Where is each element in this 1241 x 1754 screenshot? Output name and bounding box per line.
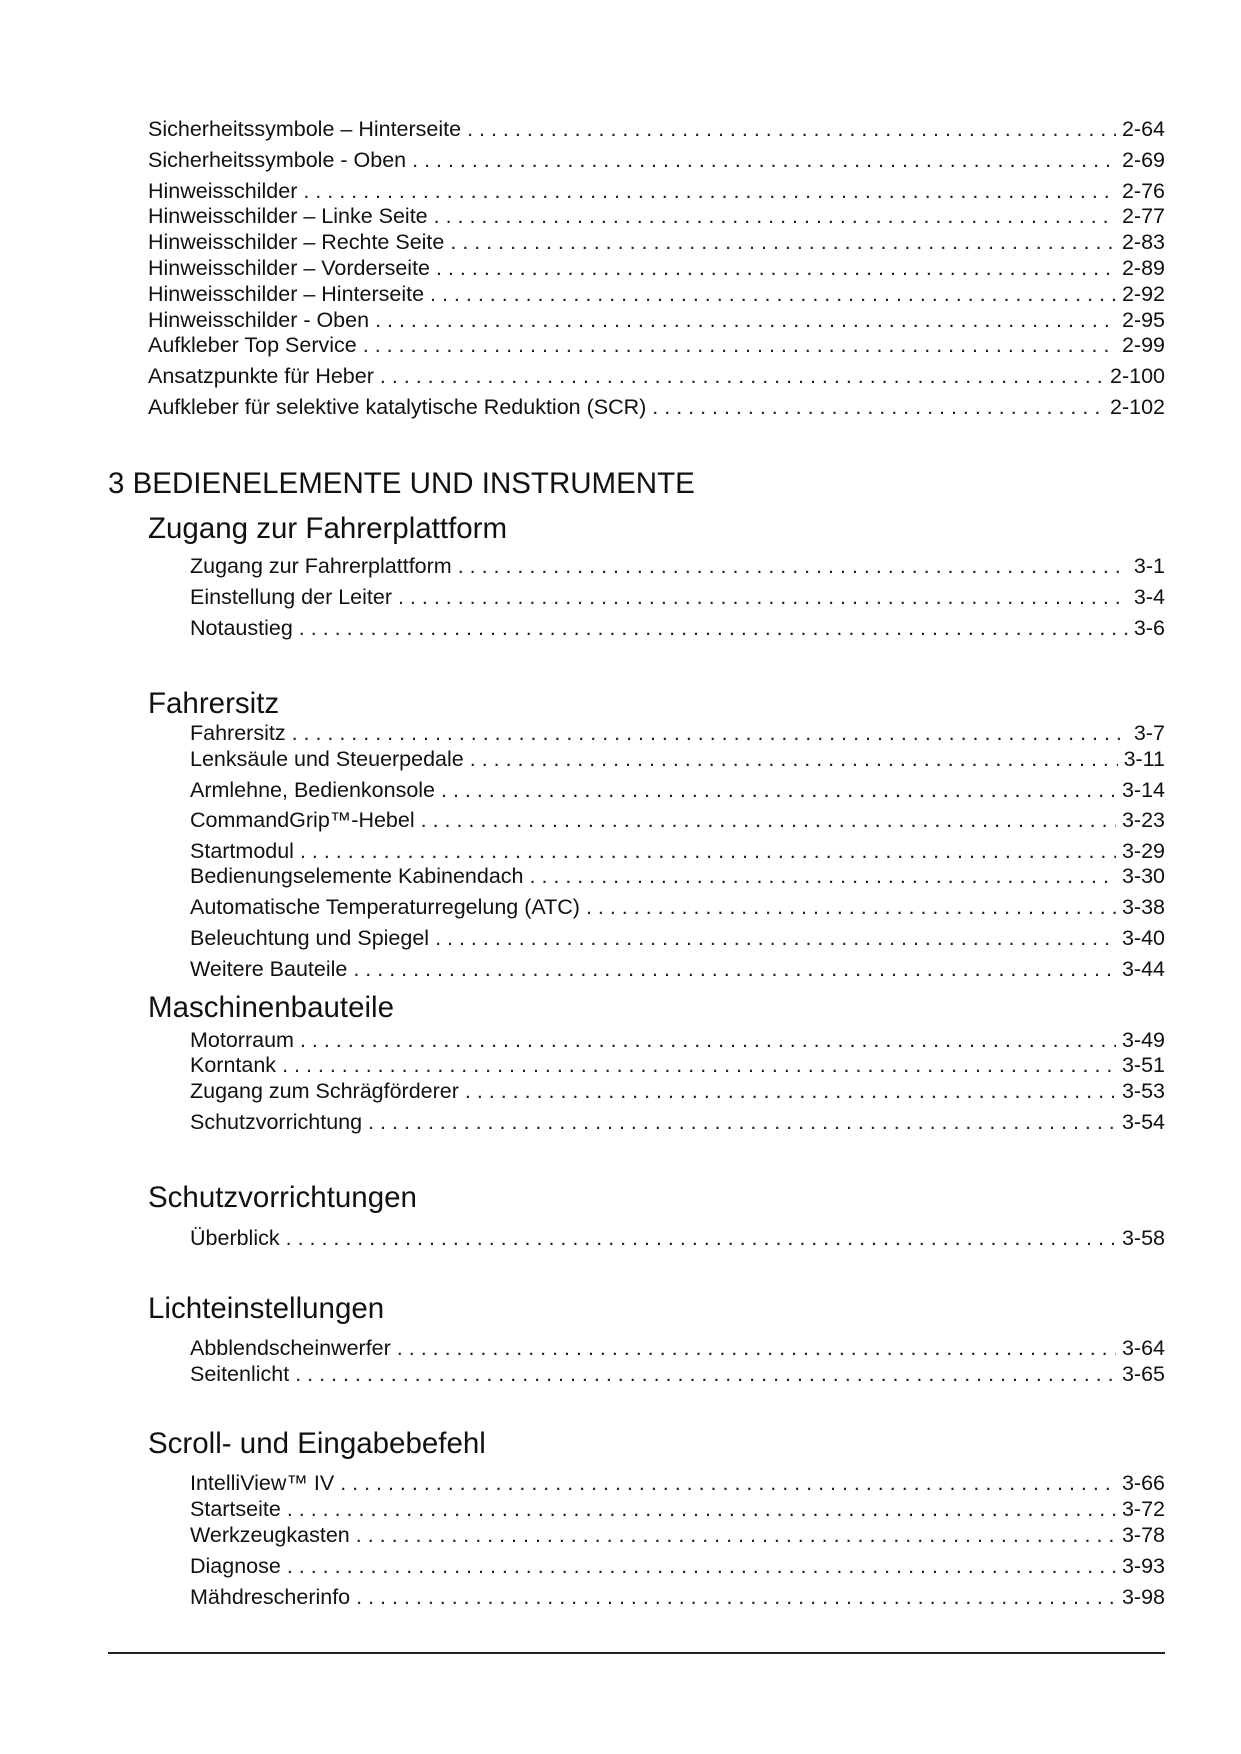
leader-dots xyxy=(430,281,1116,307)
leader-dots xyxy=(652,394,1104,420)
leader-dots xyxy=(467,116,1116,142)
toc-entry-page: 3-14 xyxy=(1121,778,1165,802)
leader-dots xyxy=(287,1496,1116,1522)
toc-entry-page: 2-77 xyxy=(1121,204,1165,228)
toc-entry-title: Hinweisschilder – Linke Seite xyxy=(148,204,428,228)
toc-entry-page: 2-99 xyxy=(1121,333,1165,357)
toc-entry-title: Sicherheitssymbole – Hinterseite xyxy=(148,117,462,141)
toc-entry[interactable] xyxy=(190,584,1165,610)
toc-entry[interactable] xyxy=(190,1584,1165,1610)
toc-entry[interactable] xyxy=(190,615,1165,641)
toc-entry-page: 2-64 xyxy=(1121,117,1165,141)
section-heading[interactable]: Lichteinstellungen xyxy=(148,1292,385,1325)
toc-entry[interactable] xyxy=(148,203,1165,229)
toc-entry[interactable] xyxy=(190,1027,1165,1053)
toc-entry[interactable] xyxy=(148,332,1165,358)
toc-entry-page: 3-78 xyxy=(1121,1523,1165,1547)
toc-entry-title: Notaustieg xyxy=(190,616,293,640)
toc-entry-page: 3-51 xyxy=(1121,1053,1165,1077)
toc-entry-page: 2-95 xyxy=(1121,308,1165,332)
toc-entry-page: 3-4 xyxy=(1133,585,1165,609)
toc-entry[interactable] xyxy=(190,956,1165,982)
toc-entry-title: Beleuchtung und Spiegel xyxy=(190,926,430,950)
leader-dots xyxy=(530,863,1116,889)
leader-dots xyxy=(287,1553,1116,1579)
toc-entry-page: 2-102 xyxy=(1110,395,1165,419)
toc-entry-title: Startmodul xyxy=(190,839,294,863)
toc-entry[interactable] xyxy=(190,1052,1165,1078)
leader-dots xyxy=(300,838,1116,864)
toc-entry-title: Lenksäule und Steuerpedale xyxy=(190,747,464,771)
toc-entry-page: 3-54 xyxy=(1121,1110,1165,1134)
toc-entry[interactable] xyxy=(190,807,1165,833)
leader-dots xyxy=(299,615,1128,641)
toc-entry-title: Ansatzpunkte für Heber xyxy=(148,364,374,388)
toc-entry-page: 3-66 xyxy=(1121,1471,1165,1495)
toc-entry-page: 3-49 xyxy=(1121,1028,1165,1052)
toc-entry-page: 2-69 xyxy=(1121,148,1165,172)
toc-entry-page: 3-29 xyxy=(1121,839,1165,863)
leader-dots xyxy=(353,956,1116,982)
toc-entry-page: 2-100 xyxy=(1110,364,1165,388)
toc-entry-title: Zugang zum Schrägförderer xyxy=(190,1079,459,1103)
toc-entry-page: 3-40 xyxy=(1121,926,1165,950)
section-heading[interactable]: Zugang zur Fahrerplattform xyxy=(148,512,508,545)
leader-dots xyxy=(286,1225,1116,1251)
toc-entry-title: Aufkleber Top Service xyxy=(148,333,357,357)
toc-entry[interactable] xyxy=(148,116,1165,142)
leader-dots xyxy=(363,332,1116,358)
toc-entry-title: IntelliView™ IV xyxy=(190,1471,335,1495)
toc-entry[interactable] xyxy=(148,307,1165,333)
toc-entry[interactable] xyxy=(190,1553,1165,1579)
toc-entry-title: Zugang zur Fahrerplattform xyxy=(190,554,452,578)
toc-entry-title: Schutzvorrichtung xyxy=(190,1110,363,1134)
toc-entry-page: 3-64 xyxy=(1121,1336,1165,1360)
toc-entry[interactable] xyxy=(190,838,1165,864)
toc-entry[interactable] xyxy=(190,1225,1165,1251)
leader-dots xyxy=(295,1361,1116,1387)
toc-entry[interactable] xyxy=(190,1109,1165,1135)
toc-entry-title: Abblendscheinwerfer xyxy=(190,1336,391,1360)
toc-entry-page: 2-92 xyxy=(1121,282,1165,306)
leader-dots xyxy=(434,203,1116,229)
toc-entry-page: 2-76 xyxy=(1121,179,1165,203)
section-heading[interactable]: Fahrersitz xyxy=(148,687,280,720)
leader-dots xyxy=(465,1078,1116,1104)
toc-entry[interactable] xyxy=(190,1522,1165,1548)
section-heading[interactable]: Maschinenbauteile xyxy=(148,991,394,1024)
toc-entry-page: 3-11 xyxy=(1123,747,1165,771)
toc-entry-title: Korntank xyxy=(190,1053,277,1077)
toc-entry-title: Motorraum xyxy=(190,1028,294,1052)
toc-entry-title: Sicherheitssymbole - Oben xyxy=(148,148,407,172)
toc-entry-title: CommandGrip™-Hebel xyxy=(190,808,415,832)
section-heading[interactable]: Scroll- und Eingabebefehl xyxy=(148,1427,486,1460)
toc-entry-title: Hinweisschilder – Vorderseite xyxy=(148,256,431,280)
toc-entry-title: Hinweisschilder xyxy=(148,179,298,203)
toc-entry[interactable] xyxy=(148,178,1165,204)
leader-dots xyxy=(375,307,1116,333)
leader-dots xyxy=(436,255,1116,281)
toc-entry-page: 3-93 xyxy=(1121,1554,1165,1578)
toc-entry-title: Mähdrescherinfo xyxy=(190,1585,351,1609)
toc-entry-title: Hinweisschilder – Hinterseite xyxy=(148,282,425,306)
leader-dots xyxy=(450,229,1116,255)
toc-entry-title: Diagnose xyxy=(190,1554,281,1578)
toc-entry-title: Automatische Temperaturregelung (ATC) xyxy=(190,895,580,919)
toc-entry-page: 3-6 xyxy=(1133,616,1165,640)
toc-entry-title: Bedienungselemente Kabinendach xyxy=(190,864,524,888)
toc-entry-title: Armlehne, Bedienkonsole xyxy=(190,778,436,802)
toc-entry[interactable] xyxy=(190,553,1165,579)
toc-entry[interactable] xyxy=(190,863,1165,889)
toc-entry-title: Werkzeugkasten xyxy=(190,1523,350,1547)
toc-entry-page: 3-44 xyxy=(1121,957,1165,981)
toc-entry-page: 2-89 xyxy=(1121,256,1165,280)
toc-entry[interactable] xyxy=(190,925,1165,951)
toc-entry-page: 3-23 xyxy=(1121,808,1165,832)
footer-rule xyxy=(108,1652,1165,1654)
toc-entry-title: Hinweisschilder - Oben xyxy=(148,308,370,332)
section-heading[interactable]: Schutzvorrichtungen xyxy=(148,1181,417,1214)
leader-dots xyxy=(300,1027,1116,1053)
toc-entry-page: 3-7 xyxy=(1133,721,1165,745)
toc-entry-page: 3-1 xyxy=(1133,554,1165,578)
toc-entry[interactable] xyxy=(148,363,1165,389)
chapter-title[interactable]: 3 BEDIENELEMENTE UND INSTRUMENTE xyxy=(108,467,695,500)
toc-entry-title: Startseite xyxy=(190,1497,281,1521)
leader-dots xyxy=(398,584,1128,610)
leader-dots xyxy=(470,746,1118,772)
toc-entry[interactable] xyxy=(190,720,1165,746)
leader-dots xyxy=(303,178,1116,204)
toc-entry-title: Weitere Bauteile xyxy=(190,957,348,981)
toc-entry-title: Seitenlicht xyxy=(190,1362,290,1386)
toc-entry[interactable] xyxy=(190,777,1165,803)
toc-entry[interactable] xyxy=(190,1361,1165,1387)
toc-entry[interactable] xyxy=(148,255,1165,281)
toc-entry[interactable] xyxy=(190,746,1165,772)
toc-entry-page: 3-30 xyxy=(1121,864,1165,888)
toc-entry[interactable] xyxy=(190,1078,1165,1104)
toc-entry-title: Hinweisschilder – Rechte Seite xyxy=(148,230,445,254)
toc-entry-page: 3-53 xyxy=(1121,1079,1165,1103)
toc-entry[interactable] xyxy=(190,1496,1165,1522)
leader-dots xyxy=(421,807,1116,833)
leader-dots xyxy=(282,1052,1116,1078)
leader-dots xyxy=(441,777,1116,803)
toc-entry[interactable] xyxy=(148,281,1165,307)
toc-entry[interactable] xyxy=(148,394,1165,420)
toc-entry-page: 3-38 xyxy=(1121,895,1165,919)
toc-entry-title: Überblick xyxy=(190,1226,280,1250)
toc-entry-page: 3-58 xyxy=(1121,1226,1165,1250)
leader-dots xyxy=(397,1335,1116,1361)
toc-entry[interactable] xyxy=(190,1335,1165,1361)
toc-entry-page: 3-98 xyxy=(1121,1585,1165,1609)
leader-dots xyxy=(356,1584,1116,1610)
toc-entry-page: 2-83 xyxy=(1121,230,1165,254)
leader-dots xyxy=(356,1522,1116,1548)
leader-dots xyxy=(435,925,1116,951)
leader-dots xyxy=(586,894,1116,920)
leader-dots xyxy=(340,1470,1116,1496)
toc-entry[interactable] xyxy=(148,229,1165,255)
toc-entry-title: Aufkleber für selektive katalytische Reduktion (SCR) xyxy=(148,395,647,419)
leader-dots xyxy=(292,720,1128,746)
toc-entry-page: 3-65 xyxy=(1121,1362,1165,1386)
leader-dots xyxy=(380,363,1104,389)
toc-entry[interactable] xyxy=(190,894,1165,920)
leader-dots xyxy=(412,147,1116,173)
leader-dots xyxy=(368,1109,1116,1135)
toc-entry[interactable] xyxy=(190,1470,1165,1496)
toc-entry-title: Einstellung der Leiter xyxy=(190,585,392,609)
leader-dots xyxy=(458,553,1128,579)
toc-entry-title: Fahrersitz xyxy=(190,721,286,745)
toc-entry[interactable] xyxy=(148,147,1165,173)
toc-entry-page: 3-72 xyxy=(1121,1497,1165,1521)
